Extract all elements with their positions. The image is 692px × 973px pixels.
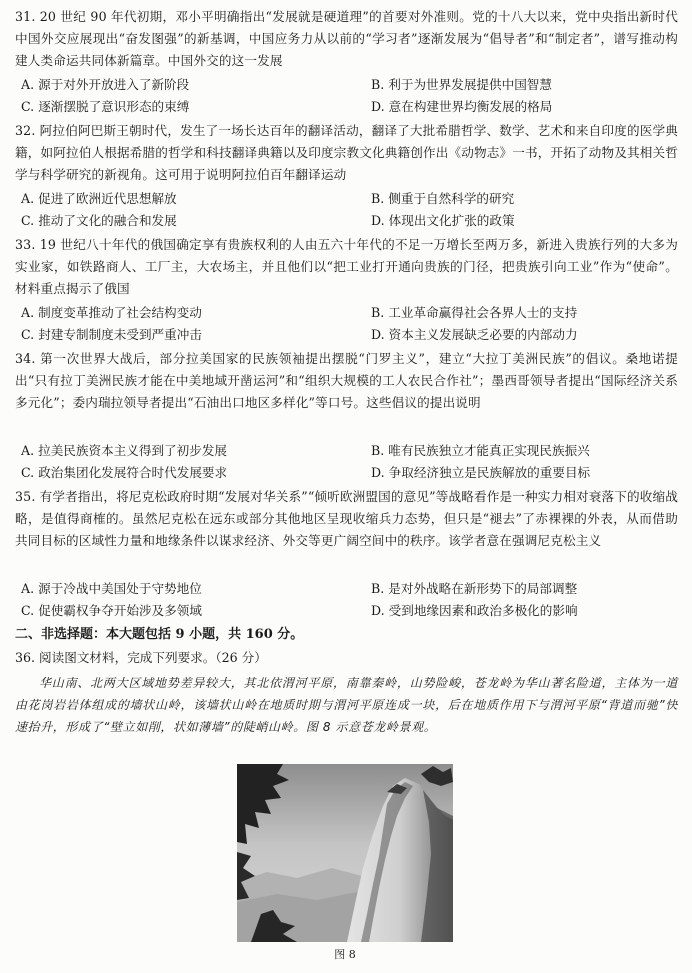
question-32 [15,120,678,186]
option-d: D. 体现出文化扩张的政策 [371,213,515,228]
figure-8-caption: 图 8 [334,948,356,961]
option-c: C. 推动了文化的融合和发展 [21,213,177,228]
question-36-material: 华山南、北两大区域地势差异较大，其北依渭河平原，南靠秦岭，山势险峻，苍龙岭为华山著名险道，主体为一道由花岗岩岩体组成的墙状山岭，该墙状山岭在地质时期与渭河平原连成一块，后在地质作用下与渭河平原“背道而驰”快速抬升，形成了“壁立如削，状如薄墙”的陡峭山岭。图 8 示意苍龙岭景观。 [15,676,678,734]
option-c: C. 促使霸权争夺开始涉及多领域 [21,603,202,618]
question-stem: 35. 有学者指出，将尼克松政府时期“发展对华关系”“倾听欧洲盟国的意见”等战略看作是一种实力相对衰落下的收缩战略，是值得商榷的。虽然尼克松在远东或部分其他地区呈现收缩兵力态势，但只是“褪去”了赤裸裸的外表，从而借助共同目标的区域性力量和地缘条件以谋求经济、外交等更广阔空间中的秩序。该学者意在强调尼克松主义 [15,489,678,548]
option-b: B. 利于为世界发展提供中国智慧 [371,77,552,92]
question-stem: 34. 第一次世界大战后，部分拉美国家的民族领袖提出摆脱“门罗主义”，建立“大拉丁美洲民族”的倡议。桑地诺提出“只有拉丁美洲民族才能在中美地域开凿运河”和“组织大规模的工人农民合作社”；墨西哥领导者提出“国际经济关系多元化”；委内瑞拉领导者提出“石油出口地区多样化”等口号。这些倡议的提出说明 [15,351,678,410]
question-31 [15,6,678,72]
option-c: C. 封建专制制度未受到严重冲击 [21,327,202,342]
option-d: D. 受到地缘因素和政治多极化的影响 [371,603,578,618]
option-d: D. 资本主义发展缺乏必要的内部动力 [371,327,578,342]
question-35 [15,486,678,552]
question-36-stem: 36. 阅读图文材料，完成下列要求。（26 分） [15,650,267,665]
question-stem: 31. 20 世纪 90 年代初期，邓小平明确指出“发展就是硬道理”的首要对外准则。党的十八大以来，党中央指出新时代中国外交应展现出“奋发图强”的新基调，中国应务力从以前的“学习者”逐渐发展为“倡导者”和“制定者”，谱写推动构建人类命运共同体新篇章。中国外交的这一发展 [15,9,678,68]
option-a: A. 源于冷战中美国处于守势地位 [21,581,202,596]
option-c: C. 政治集团化发展符合时代发展要求 [21,465,228,480]
figure-8-photo [237,764,453,942]
option-b: B. 唯有民族独立才能真正实现民族振兴 [371,443,590,458]
option-c: C. 逐渐摆脱了意识形态的束缚 [21,99,190,114]
question-33 [15,234,678,300]
option-b: B. 工业革命赢得社会各界人士的支持 [371,305,578,320]
option-b: B. 侧重于自然科学的研究 [371,191,515,206]
section-heading: 二、非选择题：本大题包括 9 小题，共 160 分。 [15,627,304,642]
option-b: B. 是对外战略在新形势下的局部调整 [371,581,578,596]
option-a: A. 拉美民族资本主义得到了初步发展 [21,443,228,458]
option-a: A. 促进了欧洲近代思想解放 [21,191,177,206]
question-stem: 32. 阿拉伯阿巴斯王朝时代，发生了一场长达百年的翻译活动，翻译了大批希腊哲学、数学、艺术和来自印度的医学典籍，如阿拉伯人根据希腊的哲学和科技翻译典籍以及印度宗教文化典籍创作出《动物志》一书，开拓了动物及其相关哲学与科学研究的新视角。这可用于说明阿拉伯百年翻译运动 [15,123,678,182]
option-a: A. 制度变革推动了社会结构变动 [21,305,202,320]
question-34 [15,348,678,414]
question-stem: 33. 19 世纪八十年代的俄国确定享有贵族权利的人由五六十年代的不足一万增长至两万多，新进入贵族行列的大多为实业家，如铁路商人、工厂主，大农场主，并且他们以“把工业打开通向贵族的门径，把贵族引向工业”作为“使命”。材料重点揭示了俄国 [15,237,678,296]
option-a: A. 源于对外开放进入了新阶段 [21,77,190,92]
option-d: D. 意在构建世界均衡发展的格局 [371,99,553,114]
option-d: D. 争取经济独立是民族解放的重要目标 [371,465,591,480]
